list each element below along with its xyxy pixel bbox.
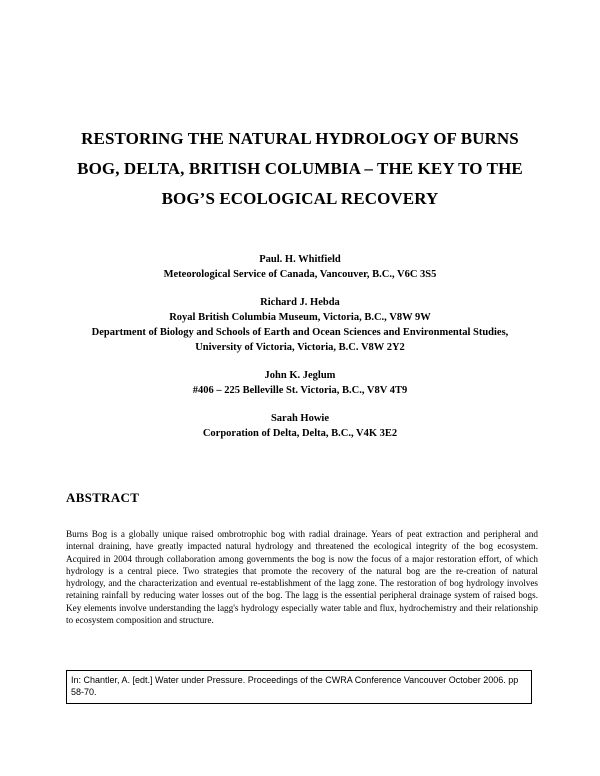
citation-box: In: Chantler, A. [edt.] Water under Pressure. Proceedings of the CWRA Conference Vancouver October 2006. pp 58-70. <box>66 670 532 704</box>
author-list <box>40 252 560 454</box>
author-name: Sarah Howie <box>270 413 330 424</box>
author-block <box>40 295 560 355</box>
author-affiliation: University of Victoria, Victoria, B.C. V8W 2Y2 <box>195 342 405 353</box>
title-line: RESTORING THE NATURAL HYDROLOGY OF BURNS <box>81 129 519 148</box>
title-line: BOG, DELTA, BRITISH COLUMBIA – THE KEY TO THE <box>77 159 523 178</box>
author-name: Paul. H. Whitfield <box>259 254 341 265</box>
author-name: John K. Jeglum <box>264 370 336 381</box>
author-block <box>40 252 560 282</box>
author-block <box>40 368 560 398</box>
author-affiliation: Royal British Columbia Museum, Victoria, B.C., V8W 9W <box>169 312 431 323</box>
abstract-heading: ABSTRACT <box>66 490 140 505</box>
author-block <box>40 411 560 441</box>
author-affiliation: Corporation of Delta, Delta, B.C., V4K 3E2 <box>202 428 398 439</box>
title-line: BOG’S ECOLOGICAL RECOVERY <box>161 189 439 208</box>
author-affiliation: #406 – 225 Belleville St. Victoria, B.C., V8V 4T9 <box>192 385 408 396</box>
author-name: Richard J. Hebda <box>260 297 340 308</box>
paper-title <box>40 124 560 214</box>
abstract-text: Burns Bog is a globally unique raised ombrotrophic bog with radial drainage. Years of peat extraction and peripheral and internal draining, have greatly impacted natural hydrology and threatened the ecological integrity of the bog ecosystem. Acquired in 2004 through collaboration among governments the bog is now the focus of a major restoration effort, of which hydrology is a central piece. Two strategies that promote the recovery of the natural bog are the re-creation of natural hydrology, and the characterization and eventual re-establishment of the lagg zone. The restoration of bog hydrology involves retaining rainfall by reducing water losses out of the bog. The lagg is the essential peripheral drainage system of raised bogs. Key elements involve understanding the lagg's hydrology especially water table and flux, hydrochemistry and their relationship to ecosystem composition and structure. <box>66 529 538 626</box>
author-affiliation: Meteorological Service of Canada, Vancouver, B.C., V6C 3S5 <box>163 269 437 280</box>
author-affiliation: Department of Biology and Schools of Earth and Ocean Sciences and Environmental Studies, <box>91 327 509 338</box>
